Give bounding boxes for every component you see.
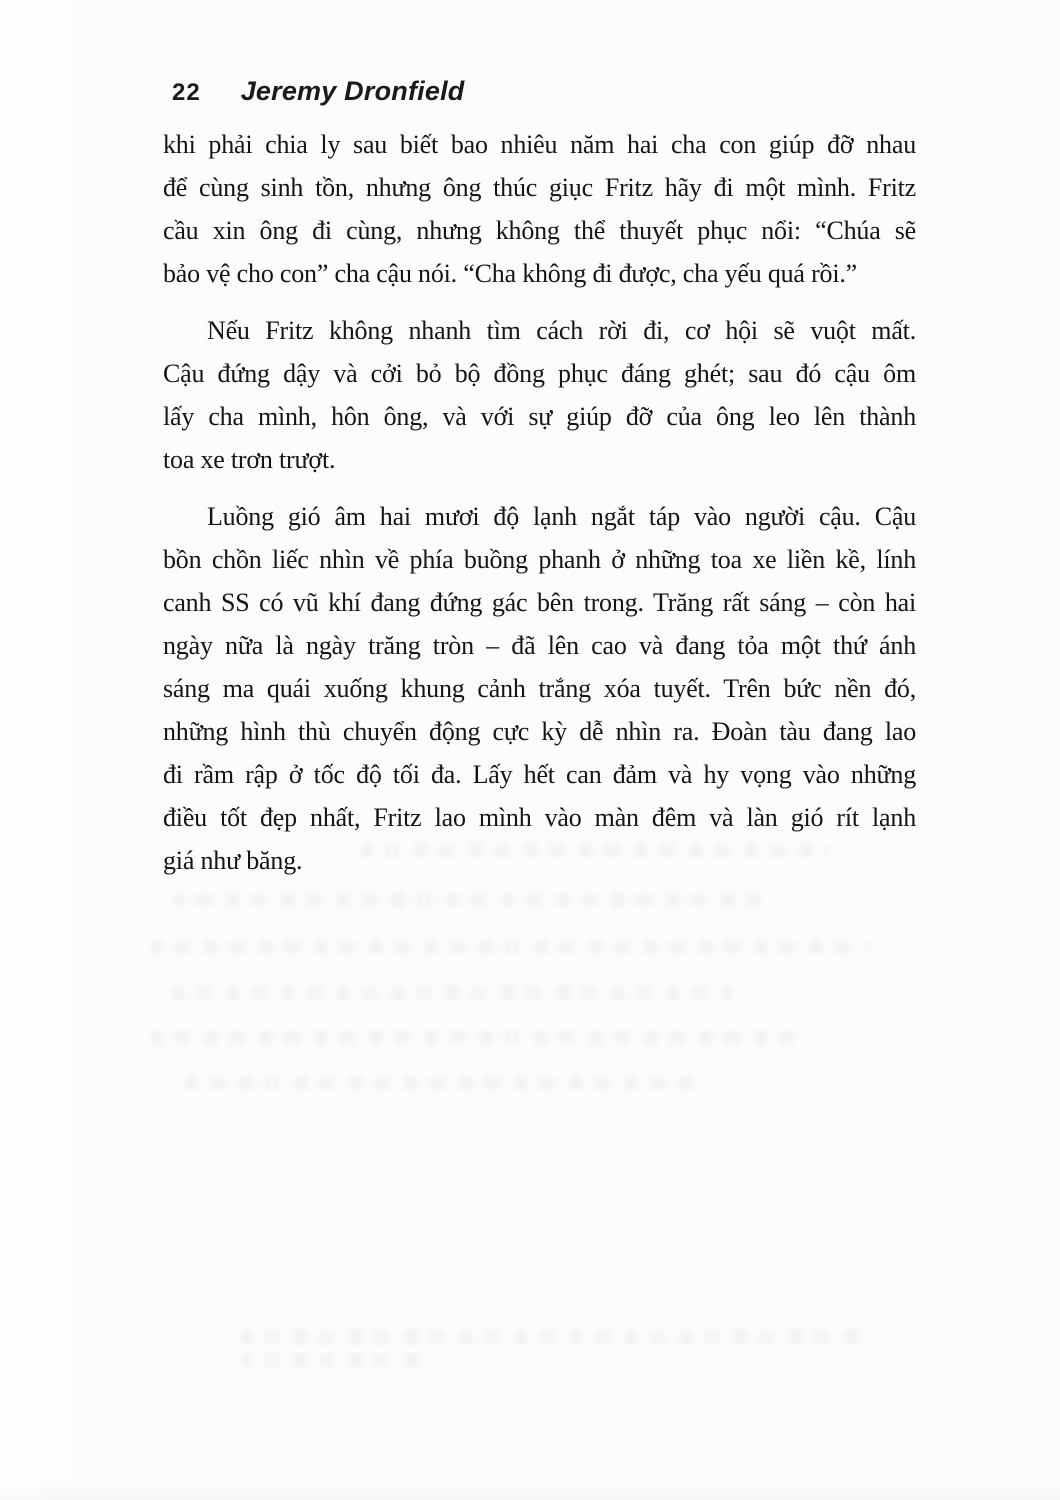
text-line: đi rầm rập ở tốc độ tối đa. Lấy hết can đảm và hy vọng vào những: [163, 760, 916, 789]
body-text: [163, 123, 916, 896]
text-line: giá như băng.: [163, 846, 303, 875]
running-head: [172, 76, 464, 107]
page-number: 22: [172, 79, 201, 106]
text-line: toa xe trơn trượt.: [163, 445, 336, 474]
bleed-through-line: [150, 1031, 800, 1045]
text-line: bồn chồn liếc nhìn về phía buồng phanh ở những toa xe liền kề, lính: [163, 545, 916, 574]
text-line: cầu xin ông đi cùng, nhưng không thể thuyết phục nổi: “Chúa sẽ: [163, 216, 916, 245]
bleed-through-line: [172, 986, 732, 1000]
bleed-through-line: [240, 1353, 430, 1367]
text-line: điều tốt đẹp nhất, Fritz lao mình vào màn đêm và làn gió rít lạnh: [163, 803, 916, 832]
text-line: sáng ma quái xuống khung cảnh trắng xóa tuyết. Trên bức nền đó,: [163, 674, 916, 703]
text-line: lấy cha mình, hôn ông, và với sự giúp đỡ của ông leo lên thành: [163, 402, 916, 431]
text-line: Luồng gió âm hai mươi độ lạnh ngắt táp vào người cậu. Cậu: [207, 502, 916, 531]
scan-edge-shade-left: [0, 0, 95, 1500]
paragraph: [163, 123, 916, 295]
paragraph: [163, 495, 916, 882]
text-line: canh SS có vũ khí đang đứng gác bên trong. Trăng rất sáng – còn hai: [163, 588, 916, 617]
paragraph: [163, 309, 916, 481]
bleed-through-line: [185, 1076, 705, 1090]
text-line: Cậu đứng dậy và cởi bỏ bộ đồng phục đáng ghét; sau đó cậu ôm: [163, 359, 916, 388]
scan-edge-shade-bottom: [0, 1482, 1060, 1500]
text-line: khi phải chia ly sau biết bao nhiêu năm hai cha con giúp đỡ nhau: [163, 130, 916, 159]
text-line: ngày nữa là ngày trăng tròn – đã lên cao và đang tỏa một thứ ánh: [163, 631, 916, 660]
text-line: những hình thù chuyển động cực kỳ dễ nhìn ra. Đoàn tàu đang lao: [163, 717, 916, 746]
bleed-through-line: [240, 1330, 870, 1344]
text-line: Nếu Fritz không nhanh tìm cách rời đi, cơ hội sẽ vuột mất.: [207, 316, 916, 345]
text-line: để cùng sinh tồn, nhưng ông thúc giục Fritz hãy đi một mình. Fritz: [163, 173, 916, 202]
bleed-through-line: [150, 940, 870, 954]
text-line: bảo vệ cho con” cha cậu nói. “Cha không đi được, cha yếu quá rồi.”: [163, 259, 857, 288]
running-head-author: Jeremy Dronfield: [240, 76, 465, 106]
